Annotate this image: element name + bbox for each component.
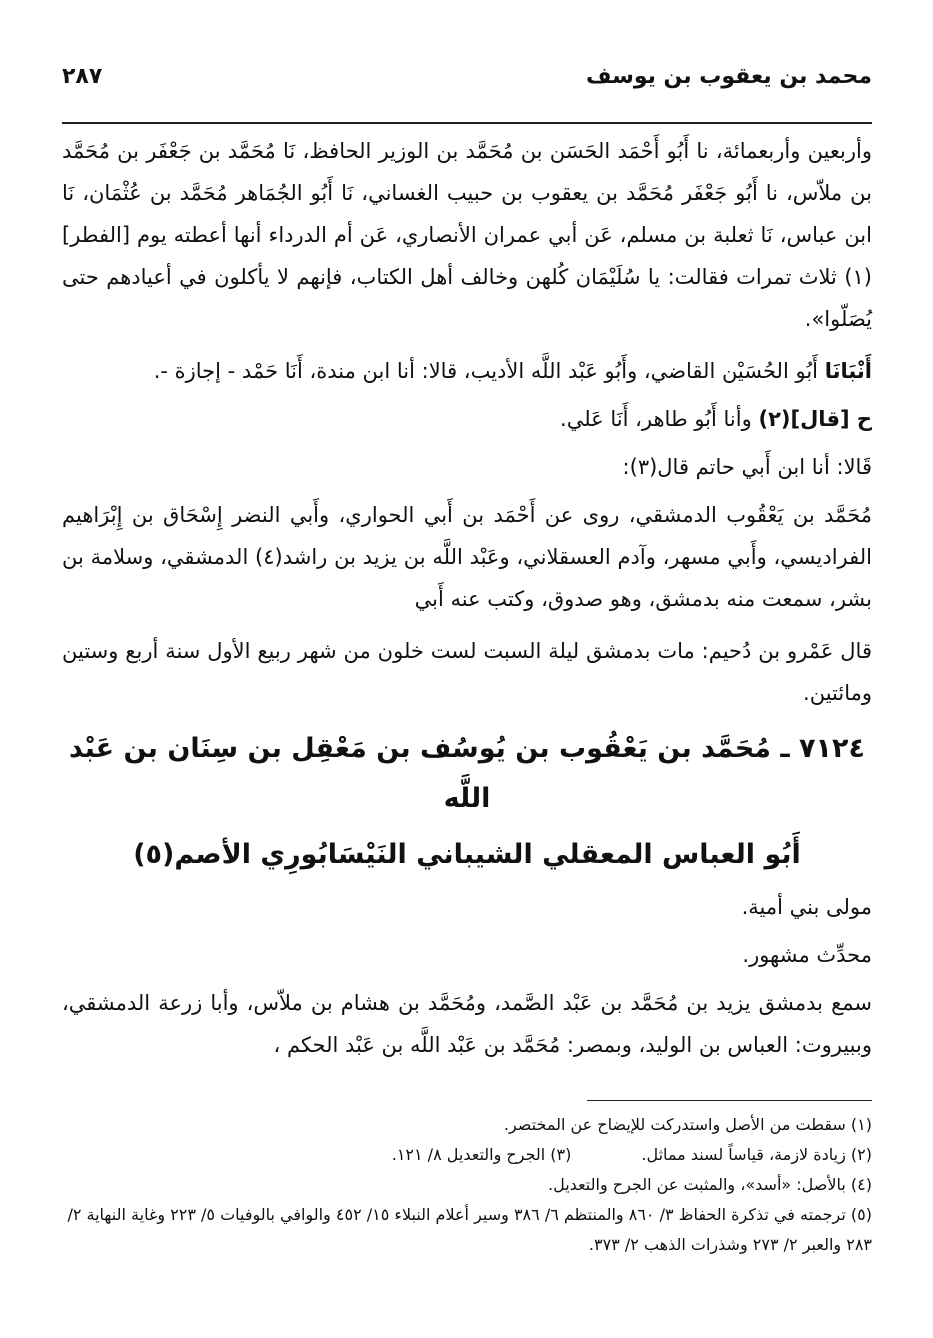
paragraph-qala: قَالا: أنا ابن أَبي حاتم قال(٣): (622, 455, 872, 479)
footnotes (62, 1110, 872, 1260)
paragraph-sama: سمع بدمشق يزيد بن مُحَمَّد بن عَبْد الصَّمد، ومُحَمَّد بن هشام بن ملاّس، وأبا زرعة الدمشقي، وببيروت: العباس بن الوليد، وبمصر: مُحَمَّد بن عَبْد اللَّه بن عَبْد الحكم ، (62, 991, 872, 1057)
paragraph-isnad: وأربعين وأربعمائة، نا أَبُو أَحْمَد الحَسَن بن مُحَمَّد بن الوزير الحافظ، نَا مُحَمَّد بن جَعْفَر بن مُحَمَّد بن ملاّس، نا أَبُو جَعْفَر مُحَمَّد بن يعقوب بن حبيب الغساني، نَا أَبُو الجُمَاهر مُحَمَّد بن عُثْمَان، نَا ابن عباس، نَا ثعلبة بن مسلم، عَن أبي عمران الأنصاري، عَن أم الدرداء أنها أعطته يوم [الفطر](١) ثلاث تمرات فقالت: يا سُلَيْمَان كُلهن وخالف أهل الكتاب، فإنهم لا يأكلون في أعيادهم حتى يُصَلّوا». (62, 139, 872, 331)
footnote-5: (٥) ترجمته في تذكرة الحفاظ ٣/ ٨٦٠ والمنتظم ٦/ ٣٨٦ وسير أعلام النبلاء ١٥/ ٤٥٢ والوافي بالوفيات ٥/ ٢٢٣ وغاية النهاية ٢/ ٢٨٣ والعبر ٢/ ٢٧٣ وشذرات الذهب ٢/ ٣٧٣. (67, 1205, 872, 1254)
paragraph-anbana (62, 350, 872, 392)
footnote-3: (٣) الجرح والتعديل ٨/ ١٢١. (391, 1145, 572, 1164)
main-text (62, 130, 872, 1076)
ha-qal-word: ح [قال](٢) (758, 407, 872, 431)
running-title: محمد بن يعقوب بن يوسف (586, 64, 872, 89)
page-header (62, 64, 872, 100)
page-number: ٢٨٧ (62, 64, 103, 89)
paragraph-death: قال عَمْرو بن دُحيم: مات بدمشق ليلة السبت لست خلون من شهر ربيع الأول سنة أربع وستين ومائتين. (62, 639, 872, 705)
footnote-4: (٤) بالأصل: «أسد»، والمثبت عن الجرح والتعديل. (548, 1175, 872, 1194)
ha-qal-text: وأنا أَبُو طاهر، أَنَا عَلي. (560, 407, 752, 431)
book-page (62, 40, 872, 1310)
footnote-rule (587, 1100, 872, 1101)
header-rule (62, 122, 872, 124)
footnote-row-2-3 (62, 1140, 872, 1170)
paragraph-biography: مُحَمَّد بن يَعْقُوب الدمشقي، روى عن أَحْمَد بن أَبي الحواري، وأَبي النضر إِسْحَاق بن إِبْرَاهيم الفراديسي، وأَبي مسهر، وآدم العسقلاني، وعَبْد اللَّه بن يزيد بن راشد(٤) الدمشقي، وسلامة بن بشر، سمعت منه بدمشق، وهو صدوق، وكتب عنه أَبي (62, 503, 872, 611)
footnote-1: (١) سقطت من الأصل واستدركت للإيضاح عن المختصر. (503, 1115, 872, 1134)
entry-title-line-2: أَبُو العباس المعقلي الشيباني النَيْسَابُورِي الأصم(٥) (133, 839, 801, 870)
paragraph-mawla: مولى بني أمية. (741, 895, 872, 919)
entry-title-line-1: ٧١٢٤ ـ مُحَمَّد بن يَعْقُوب بن يُوسُف بن مَعْقِل بن سِنَان بن عَبْد اللَّه (69, 733, 865, 814)
anbana-text: أَبُو الحُسَيْن القاضي، وأَبُو عَبْد اللَّه الأديب، قالا: أنا ابن مندة، أَنَا حَمْد - إجازة -. (153, 359, 818, 383)
paragraph-muhaddith: محدِّث مشهور. (742, 943, 872, 967)
paragraph-ha-qal (62, 398, 872, 440)
anbana-word: أَنْبَانَا (824, 359, 872, 383)
footnote-2: (٢) زيادة لازمة، قياساً لسند مماثل. (641, 1145, 872, 1164)
